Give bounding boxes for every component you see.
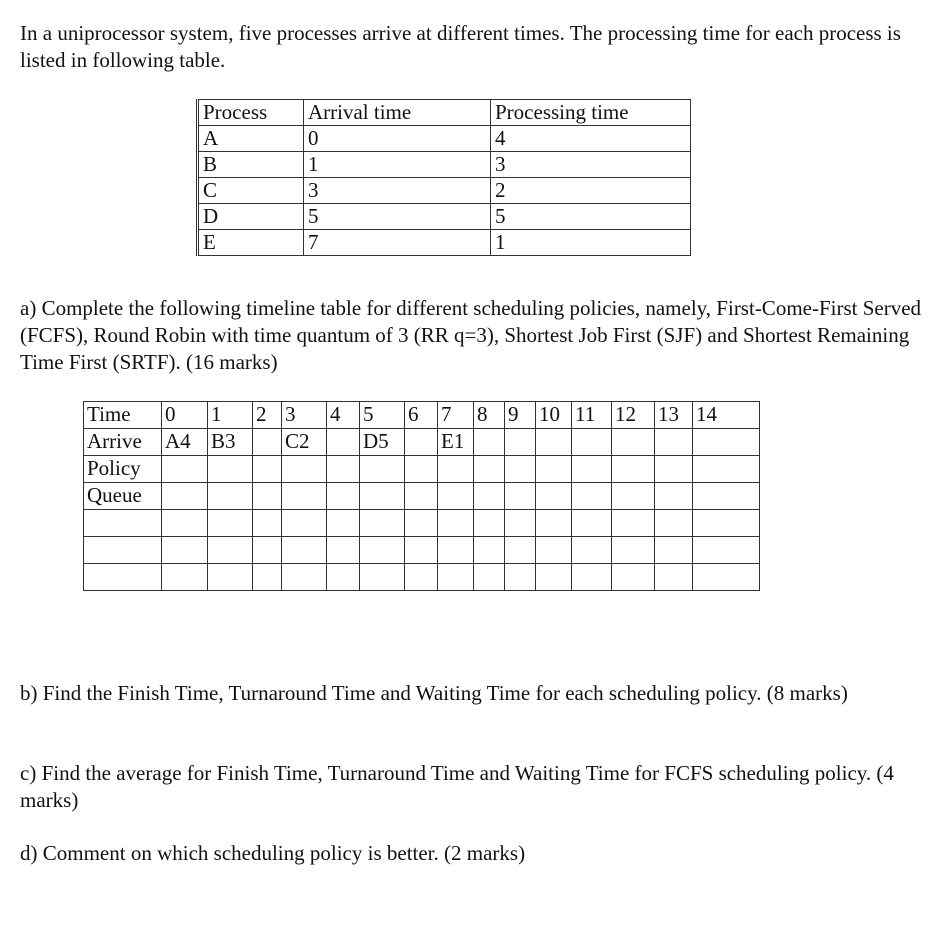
timeline-cell	[612, 510, 655, 537]
timeline-cell	[208, 456, 253, 483]
timeline-cell: E1	[438, 429, 474, 456]
timeline-cell	[693, 510, 760, 537]
timeline-cell: 2	[253, 402, 282, 429]
timeline-cell	[572, 564, 612, 591]
process-table-cell: 1	[304, 152, 491, 178]
timeline-cell	[253, 510, 282, 537]
timeline-table	[83, 401, 760, 591]
process-table-header-cell: Arrival time	[304, 100, 491, 126]
timeline-cell	[327, 429, 360, 456]
process-table-cell: C	[198, 178, 304, 204]
timeline-cell	[360, 510, 405, 537]
timeline-cell	[360, 564, 405, 591]
timeline-cell: 0	[162, 402, 208, 429]
timeline-cell: B3	[208, 429, 253, 456]
timeline-cell: 9	[505, 402, 536, 429]
timeline-cell	[162, 537, 208, 564]
timeline-cell	[438, 510, 474, 537]
timeline-cell	[612, 429, 655, 456]
timeline-cell	[327, 483, 360, 510]
timeline-cell	[360, 537, 405, 564]
process-table-cell: 0	[304, 126, 491, 152]
timeline-cell	[505, 537, 536, 564]
timeline-cell	[572, 510, 612, 537]
timeline-cell: 3	[282, 402, 327, 429]
intro-paragraph: In a uniprocessor system, five processes arrive at different times. The processing time for each process is listed in following table.	[20, 21, 901, 72]
timeline-cell	[505, 564, 536, 591]
timeline-cell	[162, 456, 208, 483]
process-table-cell: B	[198, 152, 304, 178]
timeline-cell	[162, 483, 208, 510]
process-table-header-cell: Process	[198, 100, 304, 126]
timeline-cell	[208, 510, 253, 537]
timeline-cell	[655, 456, 693, 483]
timeline-cell	[282, 456, 327, 483]
timeline-cell	[655, 510, 693, 537]
timeline-row-label: Arrive	[84, 429, 162, 456]
timeline-cell	[438, 456, 474, 483]
process-table-cell: E	[198, 230, 304, 256]
timeline-cell	[162, 564, 208, 591]
timeline-cell	[474, 456, 505, 483]
process-table-cell: 2	[491, 178, 691, 204]
timeline-cell	[536, 456, 572, 483]
timeline-row	[84, 429, 760, 456]
timeline-cell	[438, 483, 474, 510]
timeline-cell	[208, 483, 253, 510]
timeline-cell: 11	[572, 402, 612, 429]
timeline-cell: 10	[536, 402, 572, 429]
process-table-cell: 5	[491, 204, 691, 230]
timeline-row-label	[84, 564, 162, 591]
process-table-row	[198, 230, 691, 256]
process-table-row	[198, 178, 691, 204]
timeline-cell	[655, 564, 693, 591]
timeline-cell	[536, 537, 572, 564]
timeline-cell	[536, 510, 572, 537]
timeline-cell	[208, 564, 253, 591]
timeline-cell	[536, 564, 572, 591]
timeline-cell	[572, 456, 612, 483]
timeline-cell	[474, 429, 505, 456]
timeline-cell	[655, 537, 693, 564]
timeline-cell	[612, 483, 655, 510]
timeline-cell	[474, 483, 505, 510]
timeline-row-label	[84, 510, 162, 537]
timeline-cell	[505, 456, 536, 483]
timeline-row-label: Policy	[84, 456, 162, 483]
timeline-cell: 5	[360, 402, 405, 429]
timeline-cell	[655, 429, 693, 456]
timeline-cell	[438, 564, 474, 591]
process-table-cell: 3	[491, 152, 691, 178]
timeline-cell	[693, 537, 760, 564]
timeline-cell	[693, 456, 760, 483]
timeline-cell	[327, 456, 360, 483]
process-table-cell: 3	[304, 178, 491, 204]
timeline-cell	[327, 537, 360, 564]
process-table-cell: D	[198, 204, 304, 230]
timeline-cell: 7	[438, 402, 474, 429]
timeline-cell: 13	[655, 402, 693, 429]
part-d-question: d) Comment on which scheduling policy is better. (2 marks)	[20, 841, 526, 865]
timeline-cell	[505, 510, 536, 537]
process-table-cell: 4	[491, 126, 691, 152]
process-table-row	[198, 126, 691, 152]
process-table-cell: A	[198, 126, 304, 152]
timeline-cell	[253, 429, 282, 456]
timeline-cell	[282, 483, 327, 510]
timeline-cell	[474, 564, 505, 591]
timeline-cell: 6	[405, 402, 438, 429]
timeline-row	[84, 510, 760, 537]
timeline-cell	[327, 510, 360, 537]
timeline-cell: 8	[474, 402, 505, 429]
timeline-cell	[474, 510, 505, 537]
timeline-cell	[253, 537, 282, 564]
timeline-cell	[612, 537, 655, 564]
timeline-row-label: Queue	[84, 483, 162, 510]
process-table-cell: 5	[304, 204, 491, 230]
timeline-cell	[536, 429, 572, 456]
timeline-row-label: Time	[84, 402, 162, 429]
timeline-cell	[360, 456, 405, 483]
timeline-row-label	[84, 537, 162, 564]
timeline-cell	[572, 429, 612, 456]
timeline-cell	[253, 483, 282, 510]
timeline-cell	[253, 564, 282, 591]
process-table-cell: 1	[491, 230, 691, 256]
timeline-cell	[693, 483, 760, 510]
timeline-cell	[693, 564, 760, 591]
timeline-cell	[474, 537, 505, 564]
timeline-cell	[327, 564, 360, 591]
process-table-header-cell: Processing time	[491, 100, 691, 126]
timeline-cell	[405, 510, 438, 537]
timeline-cell	[282, 537, 327, 564]
timeline-cell	[405, 456, 438, 483]
timeline-row	[84, 402, 760, 429]
timeline-cell	[405, 429, 438, 456]
process-table-row	[198, 152, 691, 178]
process-table-row	[198, 204, 691, 230]
timeline-cell	[693, 429, 760, 456]
timeline-cell: 14	[693, 402, 760, 429]
timeline-cell	[572, 483, 612, 510]
timeline-row	[84, 564, 760, 591]
timeline-cell	[612, 456, 655, 483]
timeline-cell: 12	[612, 402, 655, 429]
timeline-cell	[405, 564, 438, 591]
timeline-cell	[360, 483, 405, 510]
timeline-row	[84, 456, 760, 483]
timeline-cell	[438, 537, 474, 564]
timeline-cell: C2	[282, 429, 327, 456]
part-a-question: a) Complete the following timeline table for different scheduling policies, namely, First-Come-First Served (FCFS), Round Robin with time quantum of 3 (RR q=3), Shortest Job First (SJF) and Shortest Remaining Time First (SRTF). (16 marks)	[20, 296, 922, 374]
timeline-cell: 1	[208, 402, 253, 429]
timeline-cell	[505, 483, 536, 510]
process-table-cell: 7	[304, 230, 491, 256]
timeline-cell	[253, 456, 282, 483]
timeline-cell	[505, 429, 536, 456]
timeline-cell	[162, 510, 208, 537]
part-b-question: b) Find the Finish Time, Turnaround Time and Waiting Time for each scheduling policy. (8 marks)	[20, 681, 848, 705]
timeline-cell	[282, 510, 327, 537]
timeline-cell	[405, 483, 438, 510]
process-table-header	[198, 100, 691, 126]
timeline-cell	[655, 483, 693, 510]
timeline-row	[84, 483, 760, 510]
timeline-cell	[208, 537, 253, 564]
timeline-cell	[536, 483, 572, 510]
timeline-cell	[572, 537, 612, 564]
timeline-cell: 4	[327, 402, 360, 429]
timeline-cell	[282, 564, 327, 591]
timeline-cell	[405, 537, 438, 564]
timeline-cell: D5	[360, 429, 405, 456]
timeline-cell: A4	[162, 429, 208, 456]
process-table	[196, 99, 691, 256]
part-c-question: c) Find the average for Finish Time, Turnaround Time and Waiting Time for FCFS scheduling policy. (4 marks)	[20, 761, 894, 812]
timeline-row	[84, 537, 760, 564]
timeline-cell	[612, 564, 655, 591]
